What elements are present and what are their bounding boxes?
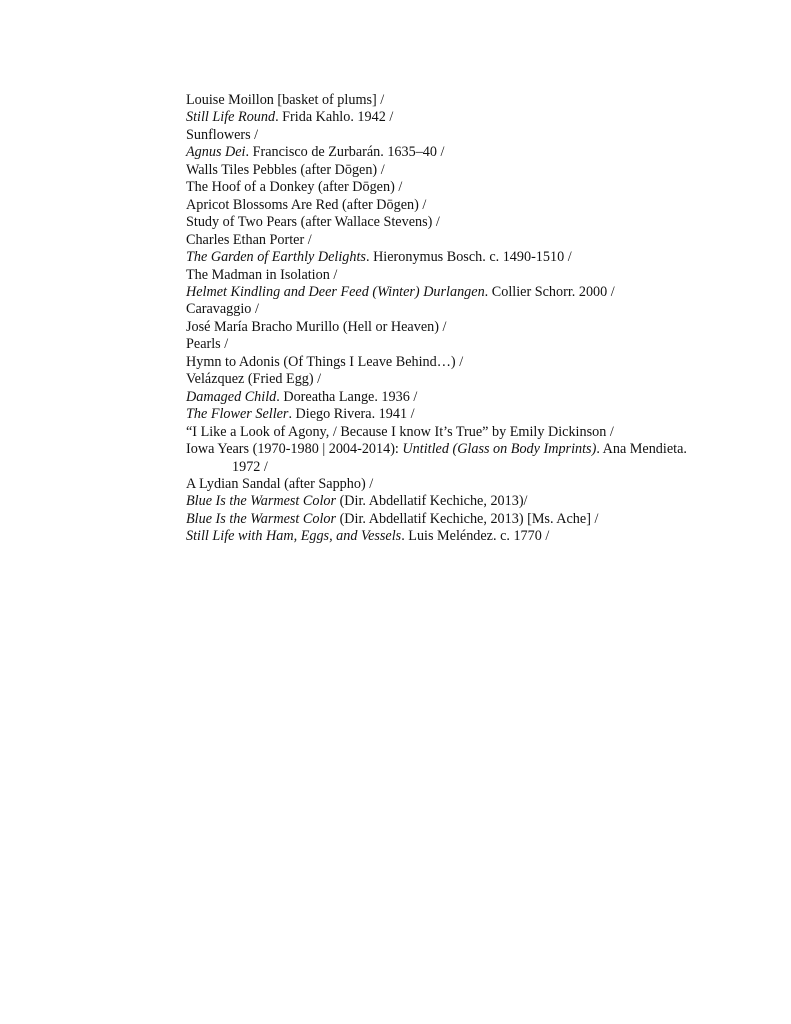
list-item	[186, 197, 746, 214]
entry-text: The Madman in Isolation /	[186, 266, 338, 283]
list-item	[186, 371, 746, 388]
entry-suffix: . Ana Mendieta.	[596, 441, 687, 458]
entry-text: Apricot Blossoms Are Red (after Dōgen) /	[186, 196, 427, 213]
list-item	[186, 179, 746, 196]
entry-italic: Helmet Kindling and Deer Feed (Winter) Durlangen	[186, 283, 485, 300]
list-item	[186, 214, 746, 231]
entry-italic: Still Life with Ham, Eggs, and Vessels	[186, 528, 402, 545]
entry-text: . Francisco de Zurbarán. 1635–40 /	[245, 144, 445, 161]
list-item	[186, 406, 746, 423]
entry-text: . Diego Rivera. 1941 /	[288, 406, 415, 423]
entry-italic: Untitled (Glass on Body Imprints)	[402, 441, 597, 458]
contents-list	[186, 92, 746, 546]
list-item	[186, 249, 746, 266]
entry-text: . Frida Kahlo. 1942 /	[275, 109, 394, 126]
list-item	[186, 109, 746, 126]
list-item	[186, 476, 746, 493]
entry-text: (Dir. Abdellatif Kechiche, 2013) [Ms. Ache] /	[336, 510, 599, 527]
entry-text: . Hieronymus Bosch. c. 1490-1510 /	[365, 249, 572, 266]
list-item	[186, 389, 746, 406]
list-item	[186, 528, 746, 545]
list-item	[186, 493, 746, 510]
entry-text: Pearls /	[186, 336, 229, 353]
entry-italic: The Flower Seller	[186, 406, 289, 423]
entry-text: (Dir. Abdellatif Kechiche, 2013)/	[336, 493, 528, 510]
entry-italic: Damaged Child	[186, 388, 277, 405]
entry-italic: The Garden of Earthly Delights	[186, 249, 366, 266]
list-item	[186, 92, 746, 109]
entry-text: The Hoof of a Donkey (after Dōgen) /	[186, 179, 403, 196]
list-item	[186, 424, 746, 441]
entry-text: . Luis Meléndez. c. 1770 /	[401, 528, 550, 545]
list-item	[186, 232, 746, 249]
entry-prefix: Iowa Years (1970-1980 | 2004-2014):	[186, 441, 403, 458]
entry-text: Hymn to Adonis (Of Things I Leave Behind…) /	[186, 353, 464, 370]
entry-text: Study of Two Pears (after Wallace Stevens) /	[186, 214, 440, 231]
list-item	[186, 162, 746, 179]
entry-text: Charles Ethan Porter /	[186, 231, 312, 248]
list-item	[186, 354, 746, 371]
entry-text: Caravaggio /	[186, 301, 259, 318]
entry-text: José María Bracho Murillo (Hell or Heaven) /	[186, 318, 447, 335]
entry-text: Sunflowers /	[186, 126, 259, 143]
entry-italic: Still Life Round	[186, 109, 276, 126]
list-item	[186, 127, 746, 144]
list-item	[186, 511, 746, 528]
entry-text: Walls Tiles Pebbles (after Dōgen) /	[186, 161, 385, 178]
entry-continuation: 1972 /	[232, 458, 268, 475]
list-item	[186, 301, 746, 318]
entry-italic: Blue Is the Warmest Color	[186, 510, 337, 527]
entry-text: Velázquez (Fried Egg) /	[186, 371, 322, 388]
list-item	[186, 267, 746, 284]
entry-italic: Agnus Dei	[186, 144, 246, 161]
entry-text: . Collier Schorr. 2000 /	[484, 283, 615, 300]
list-item	[186, 319, 746, 336]
entry-italic: Blue Is the Warmest Color	[186, 493, 337, 510]
list-item-iowa-years	[186, 441, 746, 476]
list-item	[186, 336, 746, 353]
entry-text: Louise Moillon [basket of plums] /	[186, 92, 385, 108]
list-item	[186, 284, 746, 301]
list-item	[186, 144, 746, 161]
entry-text: “I Like a Look of Agony, / Because I know It’s True” by Emily Dickinson /	[186, 423, 614, 440]
entry-text: A Lydian Sandal (after Sappho) /	[186, 475, 374, 492]
entry-text: . Doreatha Lange. 1936 /	[276, 388, 418, 405]
